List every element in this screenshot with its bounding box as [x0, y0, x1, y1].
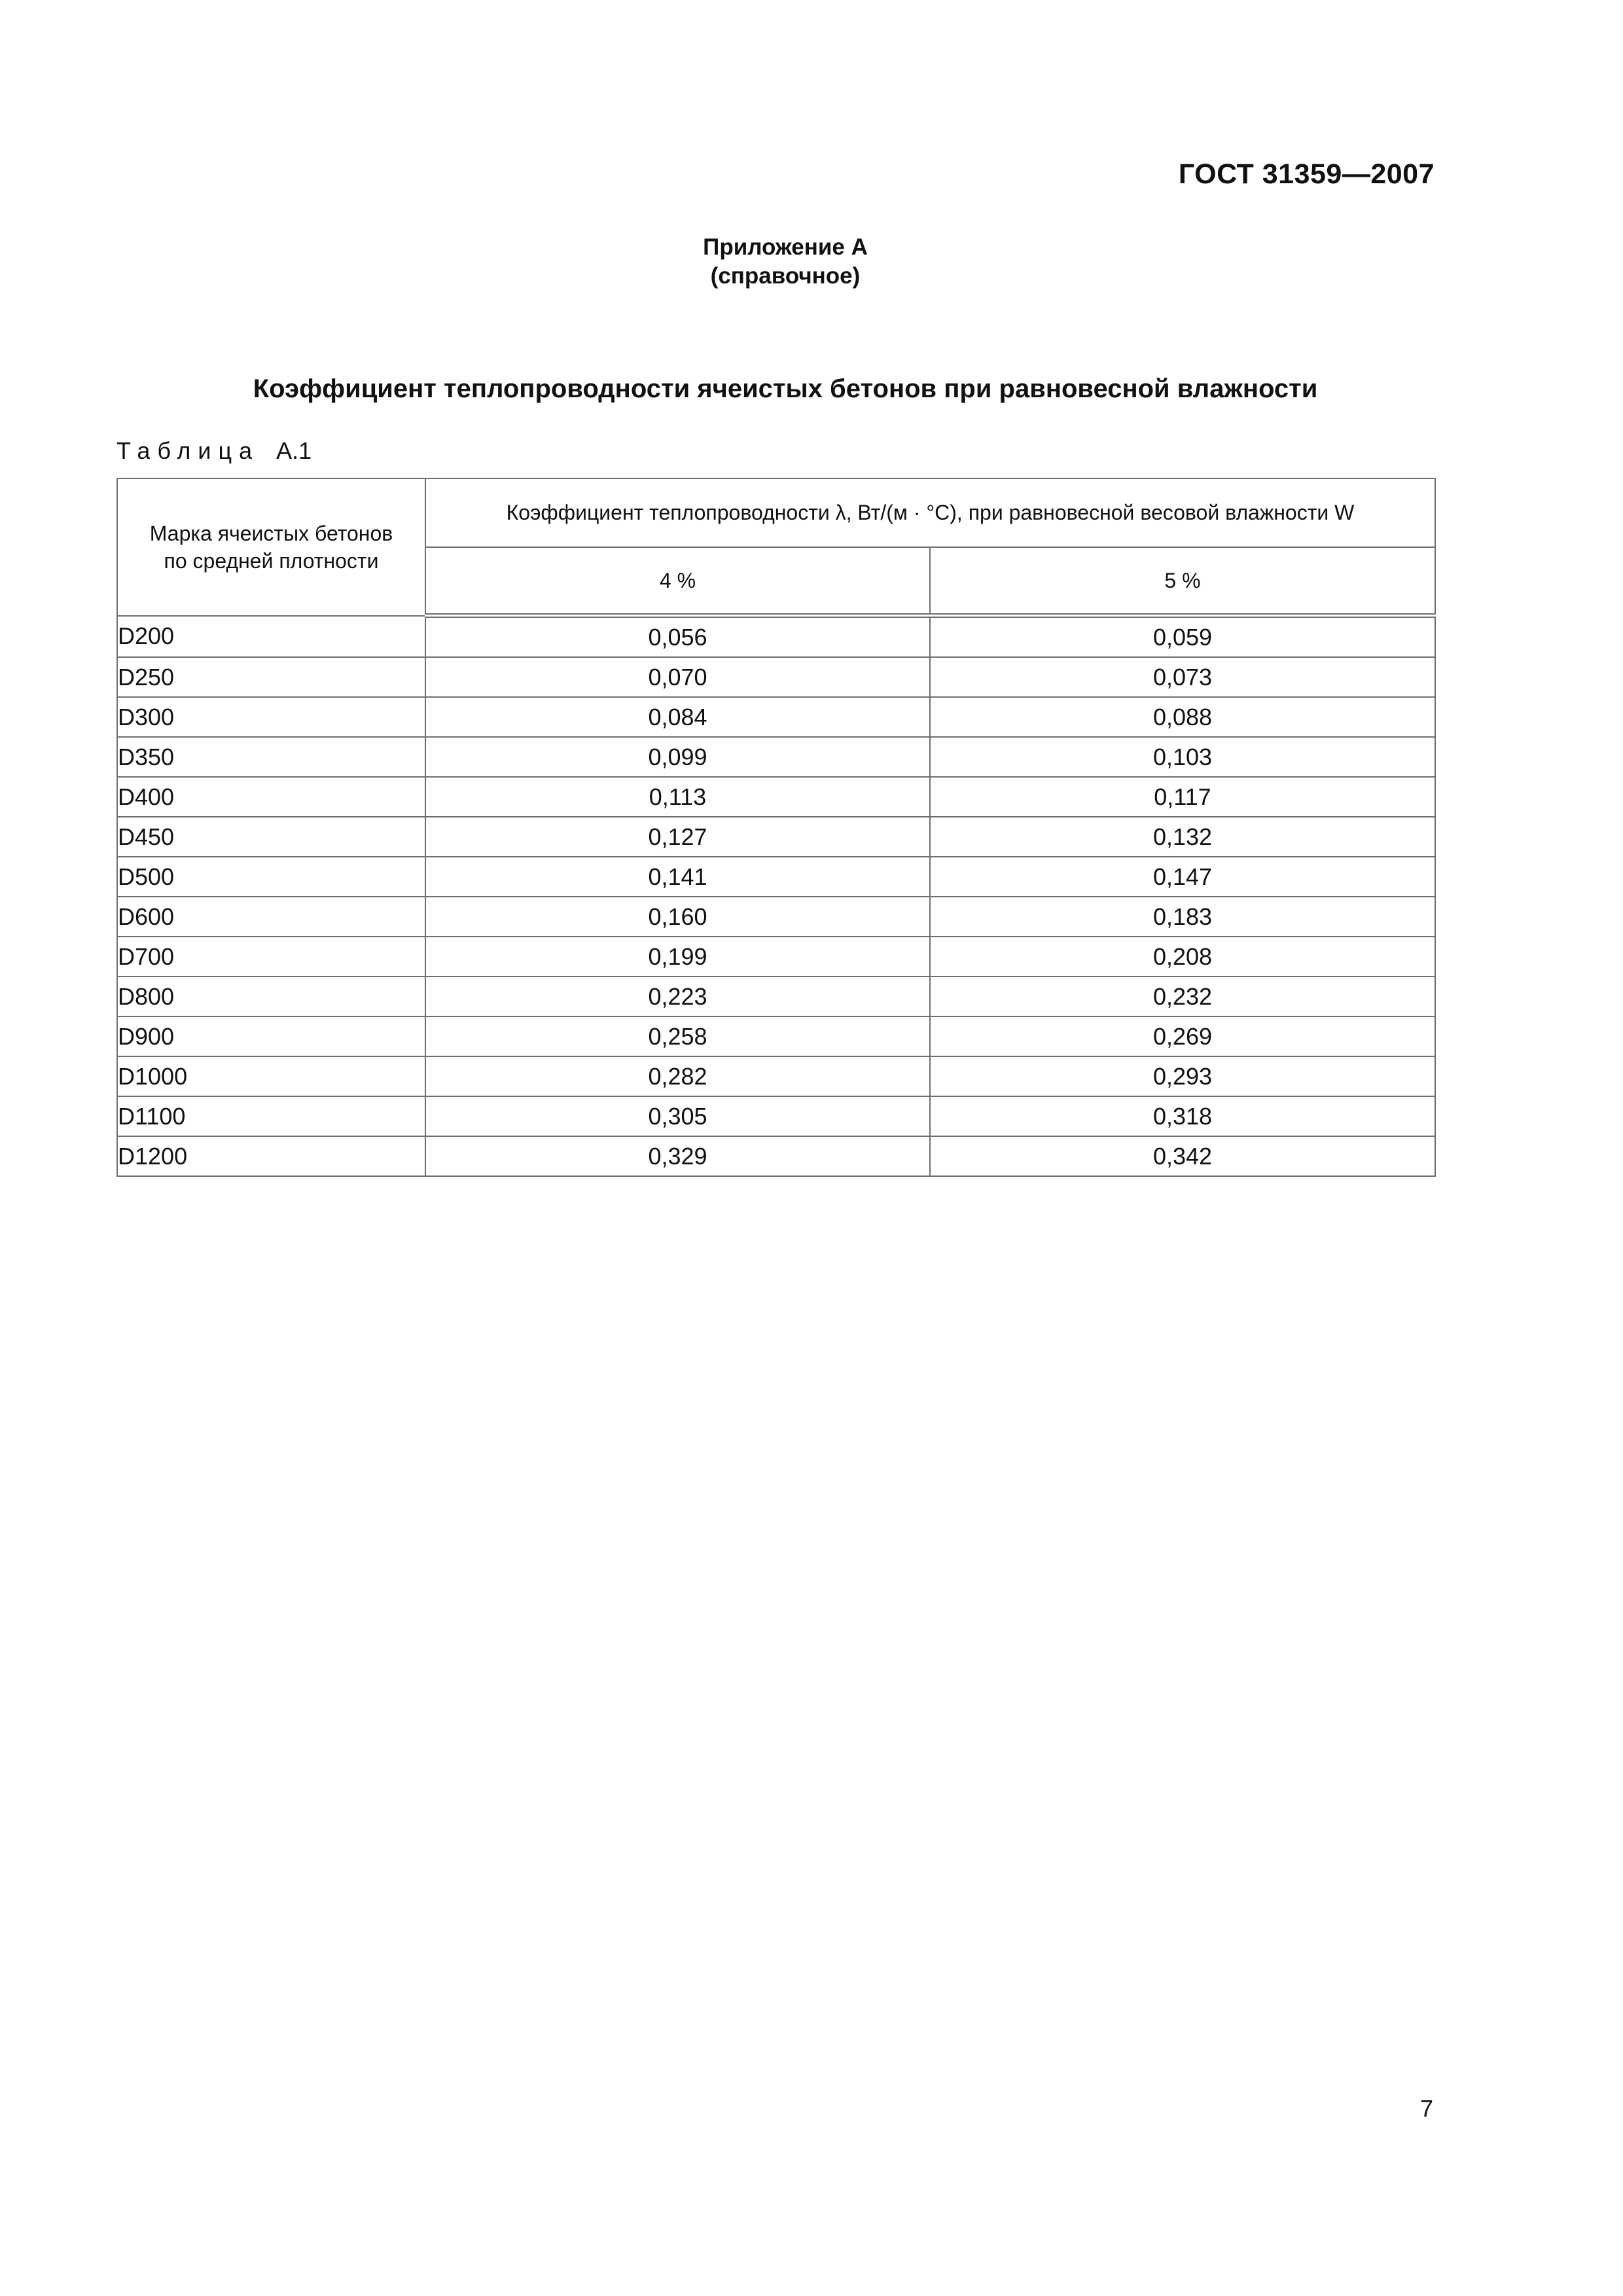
table-row	[117, 817, 1435, 857]
table-body	[117, 616, 1435, 1177]
cell-humidity-5: 0,088	[930, 697, 1435, 737]
cell-mark: D600	[117, 897, 425, 937]
header-humidity-4: 4 %	[425, 547, 930, 616]
appendix-title: Приложение А	[703, 234, 868, 260]
table-row	[117, 616, 1435, 658]
cell-mark: D400	[117, 777, 425, 817]
cell-humidity-5: 0,147	[930, 857, 1435, 897]
table-row	[117, 1016, 1435, 1056]
page-number: 7	[1419, 2095, 1433, 2122]
cell-mark: D1100	[117, 1096, 425, 1136]
cell-humidity-4: 0,282	[425, 1056, 930, 1096]
cell-humidity-4: 0,099	[425, 737, 930, 777]
appendix-heading	[0, 233, 1571, 291]
cell-humidity-4: 0,258	[425, 1016, 930, 1056]
table-row	[117, 777, 1435, 817]
section-title: Коэффициент теплопроводности ячеистых бетонов при равновесной влажности	[253, 374, 1318, 403]
cell-humidity-5: 0,059	[930, 616, 1435, 658]
cell-humidity-5: 0,132	[930, 817, 1435, 857]
table-row	[117, 937, 1435, 977]
table-row	[117, 897, 1435, 937]
cell-humidity-4: 0,070	[425, 657, 930, 697]
cell-mark: D250	[117, 657, 425, 697]
header-mark	[117, 478, 425, 616]
cell-humidity-5: 0,293	[930, 1056, 1435, 1096]
cell-humidity-4: 0,056	[425, 616, 930, 658]
cell-humidity-4: 0,113	[425, 777, 930, 817]
cell-mark: D350	[117, 737, 425, 777]
cell-mark: D1000	[117, 1056, 425, 1096]
header-mark-line-2: по средней плотности	[164, 548, 379, 573]
cell-mark: D300	[117, 697, 425, 737]
header-humidity-5: 5 %	[930, 547, 1435, 616]
cell-humidity-4: 0,084	[425, 697, 930, 737]
cell-humidity-4: 0,160	[425, 897, 930, 937]
table-row	[117, 657, 1435, 697]
cell-mark: D800	[117, 977, 425, 1016]
cell-humidity-5: 0,103	[930, 737, 1435, 777]
cell-mark: D450	[117, 817, 425, 857]
table-caption-number: А.1	[276, 437, 312, 464]
document-code: ГОСТ 31359—2007	[1178, 158, 1435, 190]
cell-humidity-5: 0,318	[930, 1096, 1435, 1136]
cell-humidity-5: 0,117	[930, 777, 1435, 817]
table-caption-word: Таблица	[116, 437, 260, 464]
cell-humidity-4: 0,127	[425, 817, 930, 857]
cell-humidity-4: 0,223	[425, 977, 930, 1016]
appendix-subtitle: (справочное)	[710, 263, 861, 289]
table-header-row	[117, 478, 1435, 547]
table-row	[117, 697, 1435, 737]
cell-humidity-5: 0,183	[930, 897, 1435, 937]
cell-humidity-5: 0,342	[930, 1136, 1435, 1176]
cell-humidity-5: 0,208	[930, 937, 1435, 977]
table-caption	[116, 437, 312, 465]
cell-humidity-5: 0,073	[930, 657, 1435, 697]
cell-mark: D700	[117, 937, 425, 977]
cell-humidity-4: 0,305	[425, 1096, 930, 1136]
cell-mark: D200	[117, 616, 425, 658]
cell-mark: D1200	[117, 1136, 425, 1176]
cell-humidity-5: 0,232	[930, 977, 1435, 1016]
conductivity-table	[116, 478, 1436, 1177]
table-row	[117, 857, 1435, 897]
cell-humidity-4: 0,141	[425, 857, 930, 897]
header-mark-line-1: Марка ячеистых бетонов	[149, 521, 393, 545]
table-row	[117, 737, 1435, 777]
cell-humidity-4: 0,199	[425, 937, 930, 977]
cell-humidity-5: 0,269	[930, 1016, 1435, 1056]
header-coefficient: Коэффициент теплопроводности λ, Вт/(м · °С), при равновесной весовой влажности W	[425, 478, 1435, 547]
table-row	[117, 1136, 1435, 1176]
table-row	[117, 1056, 1435, 1096]
cell-mark: D900	[117, 1016, 425, 1056]
cell-humidity-4: 0,329	[425, 1136, 930, 1176]
table-row	[117, 1096, 1435, 1136]
table-row	[117, 977, 1435, 1016]
cell-mark: D500	[117, 857, 425, 897]
